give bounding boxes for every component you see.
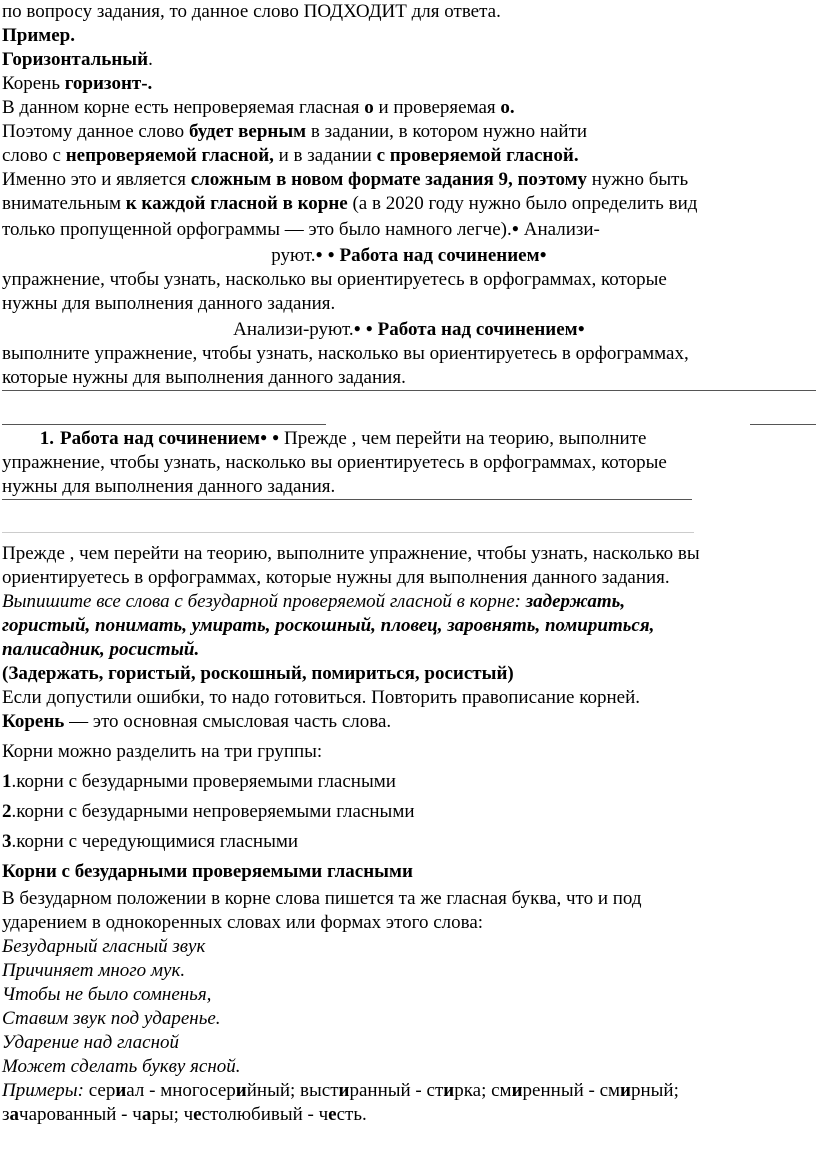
bullet-icon: ● (259, 430, 268, 444)
bullet-icon: ● (271, 430, 280, 444)
list-item: 2.корни с безударными непроверяемыми гласными (2, 801, 415, 822)
numbered-paragraph: 1. Работа над сочинением● ● Прежде , чем перейти на теорию, выполните (2, 425, 816, 451)
list-number: 1. (39, 428, 54, 449)
paragraph: нужны для выполнения данного задания. (2, 293, 336, 314)
text: по вопросу задания, то данное слово ПОДХОДИТ для ответа. (2, 1, 501, 22)
paragraph: упражнение, чтобы узнать, насколько вы ориентируетесь в орфограммах, которые (2, 452, 667, 473)
paragraph (2, 0, 816, 24)
divider-line (2, 532, 694, 533)
definition: Корень — это основная смысловая часть слова. (2, 711, 392, 732)
paragraph: руют.● ● Работа над сочинением● (271, 245, 547, 266)
paragraph: Если допустили ошибки, то надо готовиться. Повторить правописание корней. (2, 687, 641, 708)
paragraph: нужны для выполнения данного задания. (2, 475, 692, 500)
divider-line (750, 424, 816, 425)
poem-line: Причиняет много мук. (2, 960, 186, 981)
poem-line: Безударный гласный звук (2, 936, 206, 957)
poem-line: Ставим звук под ударенье. (2, 1008, 221, 1029)
example-heading: Пример. (2, 25, 75, 46)
paragraph: Горизонтальный. (2, 49, 153, 70)
bullet-icon: ● (315, 247, 323, 261)
list-item: 3.корни с чередующимися гласными (2, 831, 299, 852)
section-heading: Корни с безударными проверяемыми гласными (2, 861, 413, 882)
underlined-paragraph: которые нужны для выполнения данного задания. (2, 366, 816, 391)
bullet-icon: ● (365, 321, 373, 335)
paragraph: Анализи-руют.● ● Работа над сочинением● (233, 319, 585, 340)
paragraph: слово с непроверяемой гласной, и в задании с проверяемой гласной. (2, 145, 579, 166)
paragraph: Именно это и является сложным в новом формате задания 9, поэтому нужно быть (2, 169, 689, 190)
paragraph: внимательным к каждой гласной в корне (а в 2020 году нужно было определить вид (2, 193, 698, 214)
bullet-icon: ● (511, 221, 519, 235)
bullet-icon: ● (327, 247, 335, 261)
poem-line: Может сделать букву ясной. (2, 1056, 241, 1077)
paragraph: Прежде , чем перейти на теорию, выполните упражнение, чтобы узнать, насколько вы (2, 543, 700, 564)
paragraph: Корень горизонт-. (2, 73, 153, 94)
paragraph: только пропущенной орфограммы — это было намного легче).● Анализи- (2, 219, 600, 240)
list-item: 1.корни с безударными проверяемыми гласными (2, 771, 396, 792)
paragraph: Поэтому данное слово будет верным в задании, в котором нужно найти (2, 121, 588, 142)
bullet-icon: ● (539, 247, 547, 261)
paragraph: ориентируетесь в орфограммах, которые нужны для выполнения данного задания. (2, 567, 670, 588)
examples: зачарованный - чары; честолюбивый - честь. (2, 1104, 367, 1125)
bullet-icon: ● (353, 321, 361, 335)
paragraph: ударением в однокоренных словах или формах этого слова: (2, 912, 484, 933)
paragraph: упражнение, чтобы узнать, насколько вы ориентируетесь в орфограммах, которые (2, 269, 667, 290)
task-paragraph: гористый, понимать, умирать, роскошный, пловец, заровнять, помириться, (2, 615, 655, 636)
paragraph: выполните упражнение, чтобы узнать, насколько вы ориентируетесь в орфограммах, (2, 343, 689, 364)
answer: (Задержать, гористый, роскошный, помириться, росистый) (2, 663, 514, 684)
paragraph: В безударном положении в корне слова пишется та же гласная буква, что и под (2, 888, 642, 909)
task-paragraph: палисадник, росистый. (2, 639, 200, 660)
divider-area (2, 500, 816, 542)
divider-line (2, 424, 326, 425)
paragraph: Корни можно разделить на три группы: (2, 741, 323, 762)
divider-area (2, 391, 816, 425)
bullet-icon: ● (577, 321, 585, 335)
examples: Примеры: сериал - многосерийный; выстиранный - стирка; смиренный - смирный; (2, 1080, 679, 1101)
poem-line: Чтобы не было сомненья, (2, 984, 212, 1005)
poem-line: Ударение над гласной (2, 1032, 180, 1053)
paragraph: В данном корне есть непроверяемая гласная о и проверяемая о. (2, 97, 515, 118)
task-paragraph: Выпишите все слова с безударной проверяемой гласной в корне: задержать, (2, 591, 626, 612)
